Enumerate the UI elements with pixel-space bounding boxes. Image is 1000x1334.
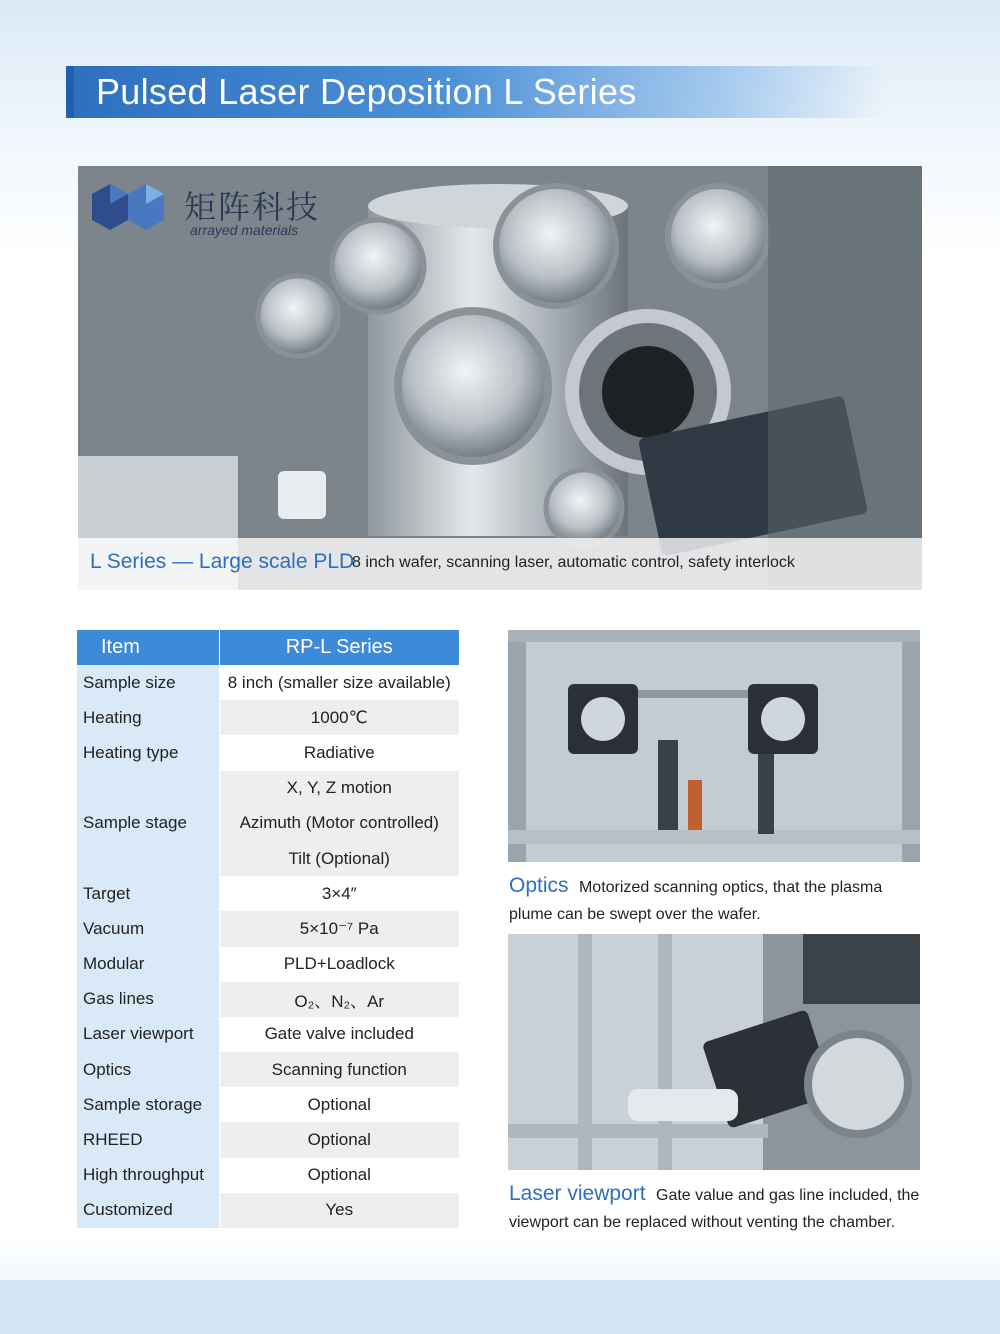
row-value: Tilt (Optional) xyxy=(219,841,459,876)
table-row xyxy=(77,1017,459,1052)
header-series: RP-L Series xyxy=(219,630,459,665)
row-item: RHEED xyxy=(77,1122,219,1157)
laser-viewport-caption-desc: Gate value and gas line included, the viewport can be replaced without venting the chamber. xyxy=(509,1187,920,1231)
table-row xyxy=(77,700,459,735)
table-row xyxy=(77,1087,459,1122)
optics-illustration xyxy=(508,630,920,862)
row-value: PLD+Loadlock xyxy=(219,947,459,982)
footer-band xyxy=(0,1280,1000,1334)
title-banner xyxy=(66,66,886,118)
table-row xyxy=(77,1158,459,1193)
table-row xyxy=(77,735,459,770)
row-value: Radiative xyxy=(219,735,459,770)
row-item: Modular xyxy=(77,947,219,982)
table-row xyxy=(77,1052,459,1087)
table-row xyxy=(77,982,459,1017)
logo-text-en: arrayed materials xyxy=(190,222,299,238)
table-row xyxy=(77,665,459,700)
optics-caption-desc: Motorized scanning optics, that the plasma plume can be swept over the wafer. xyxy=(509,879,883,923)
row-value: Scanning function xyxy=(219,1052,459,1087)
table-row xyxy=(77,771,459,806)
row-value: O₂、N₂、Ar xyxy=(219,982,459,1017)
hero-caption-title: L Series — Large scale PLD xyxy=(90,550,355,573)
logo-mark-icon xyxy=(88,176,168,238)
row-item: Heating type xyxy=(77,735,219,770)
row-item: Customized xyxy=(77,1193,219,1228)
row-item: Target xyxy=(77,876,219,911)
row-value: Gate valve included xyxy=(219,1017,459,1052)
row-value: 5×10⁻⁷ Pa xyxy=(219,911,459,946)
table-row xyxy=(77,947,459,982)
laser-viewport-caption-title: Laser viewport xyxy=(509,1182,646,1205)
spec-table-header xyxy=(77,630,459,665)
row-item: Heating xyxy=(77,700,219,735)
row-value: Optional xyxy=(219,1122,459,1157)
company-logo xyxy=(88,176,388,246)
laser-viewport-caption xyxy=(509,1180,929,1236)
photo-laser-viewport xyxy=(508,934,920,1170)
table-row xyxy=(77,876,459,911)
logo-text-cn: 矩阵科技 xyxy=(184,188,321,226)
row-value: X, Y, Z motion xyxy=(219,771,459,806)
row-value: 1000℃ xyxy=(219,700,459,735)
row-value: 8 inch (smaller size available) xyxy=(219,665,459,700)
hero-caption xyxy=(78,538,922,590)
row-value: 3×4″ xyxy=(219,876,459,911)
row-item: Sample size xyxy=(77,665,219,700)
row-item: Optics xyxy=(77,1052,219,1087)
table-row xyxy=(77,1193,459,1228)
table-row xyxy=(77,911,459,946)
hero-caption-desc: 8 inch wafer, scanning laser, automatic control, safety interlock xyxy=(352,554,795,571)
row-item: Vacuum xyxy=(77,911,219,946)
table-row xyxy=(77,1122,459,1157)
header-item: Item xyxy=(77,630,219,665)
row-item: Sample stage xyxy=(77,771,219,877)
laser-viewport-illustration xyxy=(508,934,920,1170)
row-value: Optional xyxy=(219,1158,459,1193)
row-item: High throughput xyxy=(77,1158,219,1193)
row-item: Gas lines xyxy=(77,982,219,1017)
row-value: Yes xyxy=(219,1193,459,1228)
optics-caption-title: Optics xyxy=(509,874,569,897)
row-item: Sample storage xyxy=(77,1087,219,1122)
hero-photo-chamber xyxy=(78,166,922,590)
row-value: Optional xyxy=(219,1087,459,1122)
spec-table xyxy=(77,630,459,1228)
row-value: Azimuth (Motor controlled) xyxy=(219,806,459,841)
row-item: Laser viewport xyxy=(77,1017,219,1052)
title-accent-bar xyxy=(66,66,74,118)
optics-caption xyxy=(509,872,929,928)
page-title: Pulsed Laser Deposition L Series xyxy=(96,71,637,112)
photo-optics xyxy=(508,630,920,862)
